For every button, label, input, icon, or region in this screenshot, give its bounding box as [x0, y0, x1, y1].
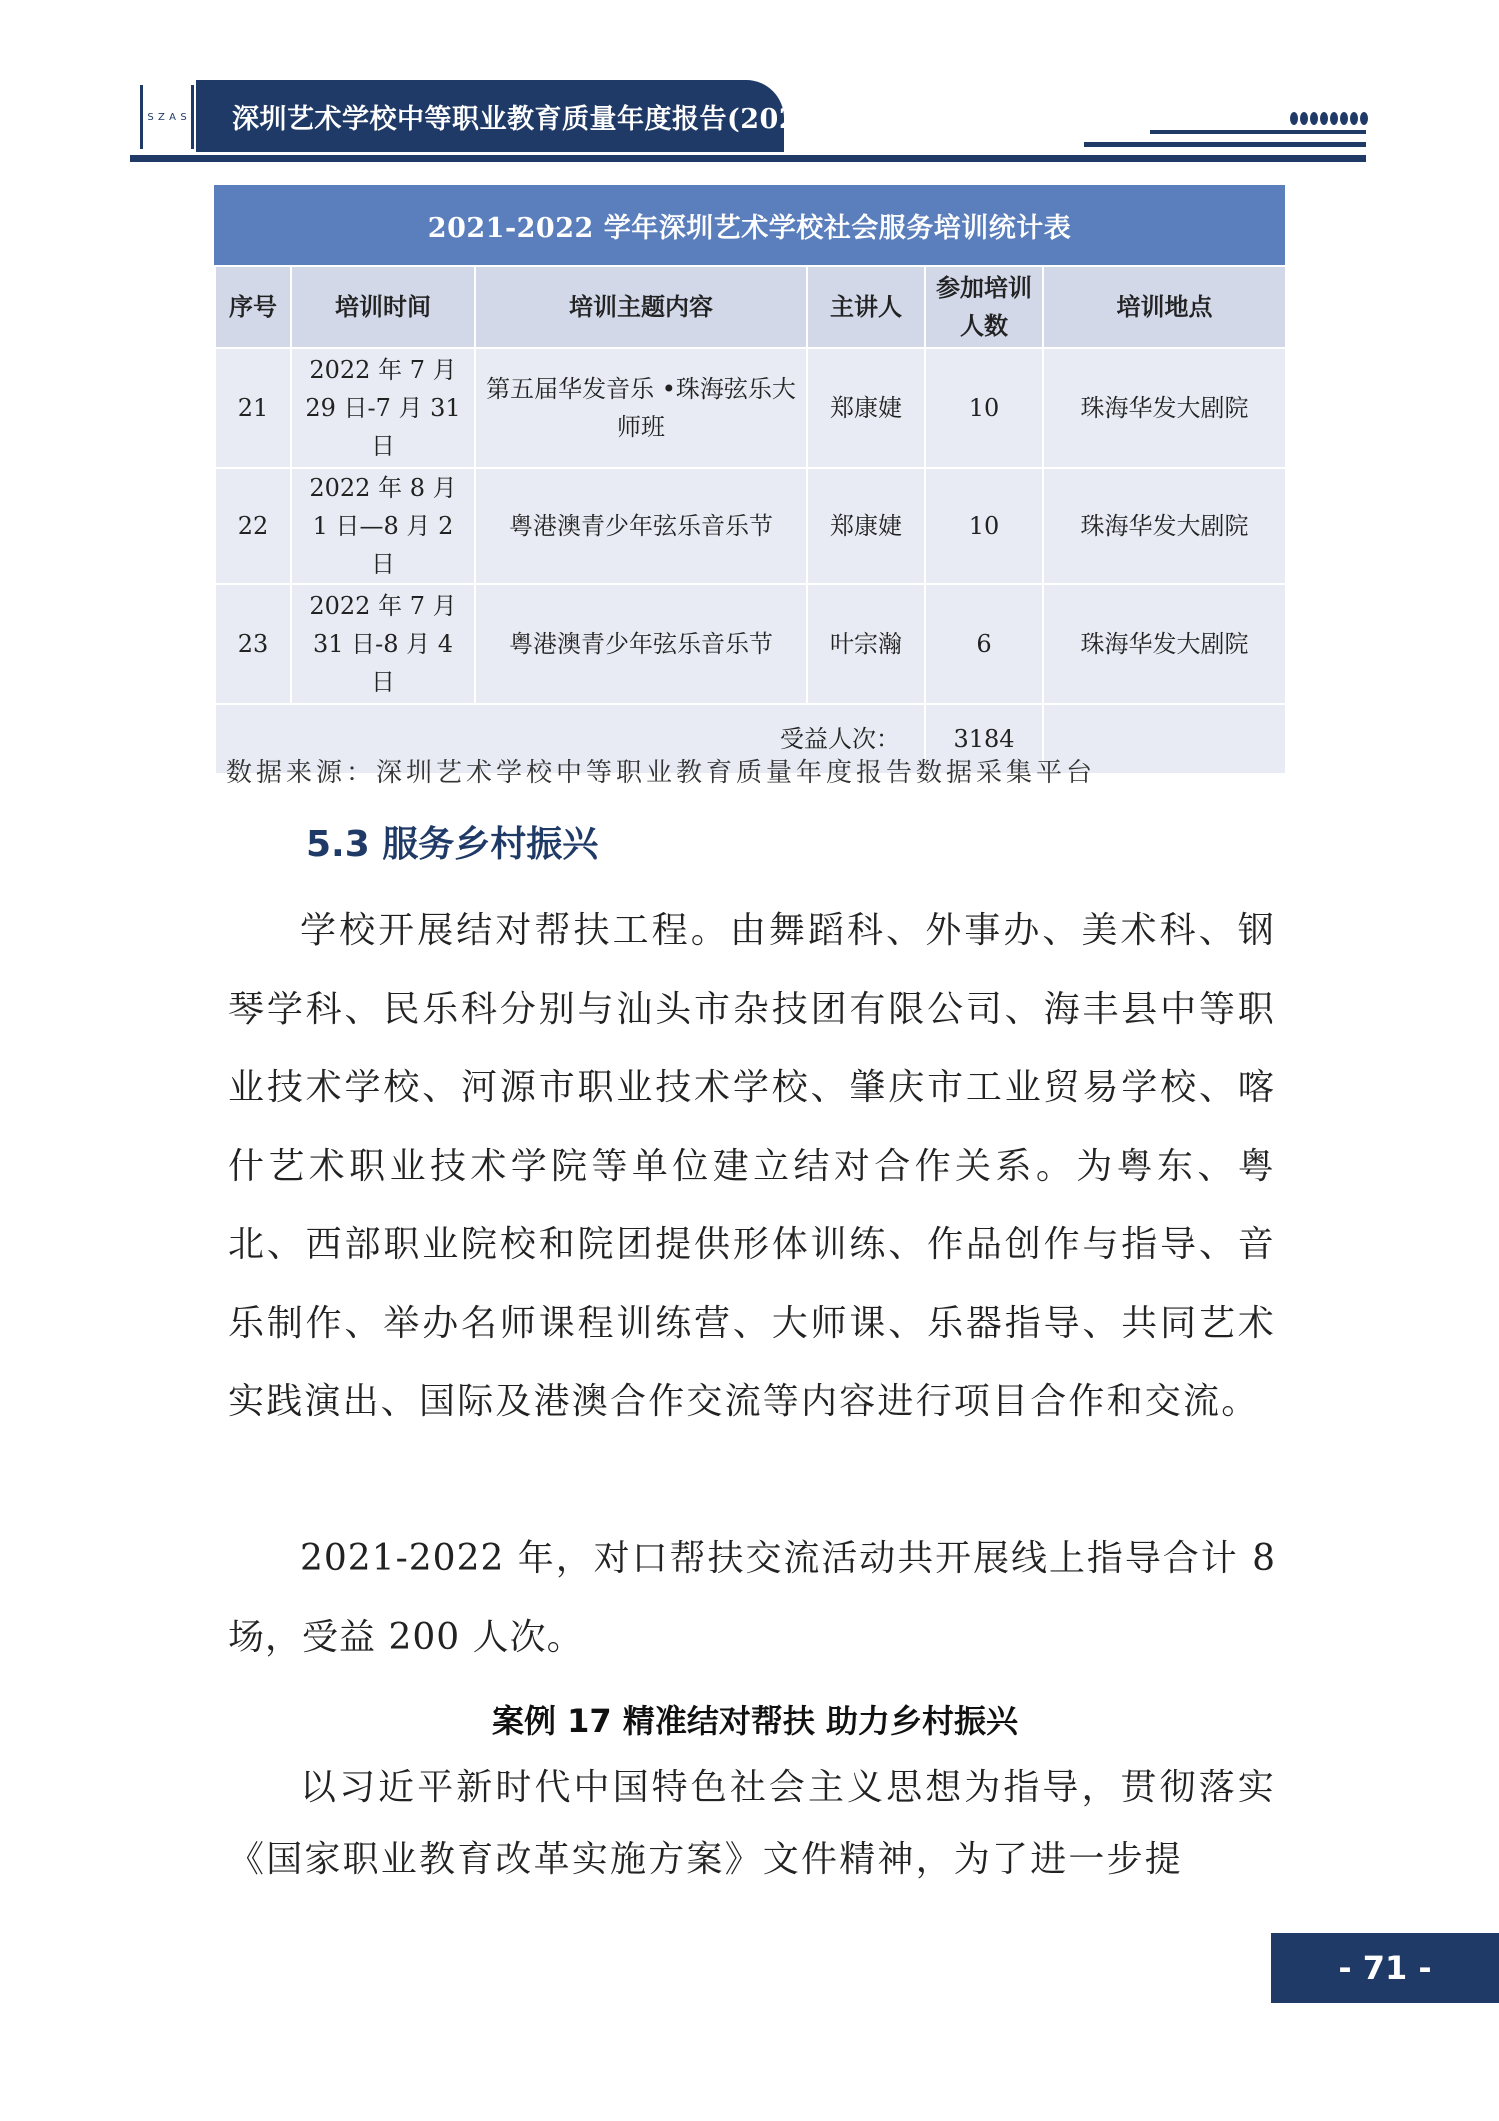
cell-speaker: 郑康婕 — [807, 468, 925, 584]
table-row — [215, 584, 1286, 704]
body-paragraph: 以习近平新时代中国特色社会主义思想为指导，贯彻落实《国家职业教育改革实施方案》文件精神，为了进一步提 — [228, 1767, 1276, 1880]
cell-topic: 粤港澳青少年弦乐音乐节 — [475, 584, 807, 704]
col-header-no: 序号 — [215, 266, 291, 348]
cell-topic: 第五届华发音乐 •珠海弦乐大师班 — [475, 348, 807, 468]
logo-bar — [191, 85, 194, 149]
body-paragraph: 学校开展结对帮扶工程。由舞蹈科、外事办、美术科、钢琴学科、民乐科分别与汕头市杂技团有限公司、海丰县中等职业技术学校、河源市职业技术学校、肇庆市工业贸易学校、喀什艺术职业技术学院等单位建立结对合作关系。为粤东、粤北、西部职业院校和院团提供形体训练、作品创作与指导、音乐制作、举办名师课程训练营、大师课、乐器指导、共同艺术实践演出、国际及港澳合作交流等内容进行项目合作和交流。 — [228, 910, 1276, 1422]
cell-count: 6 — [925, 584, 1043, 704]
school-logo — [140, 82, 194, 152]
header-rule — [130, 155, 1366, 162]
col-header-count: 参加培训人数 — [925, 266, 1043, 348]
cell-time: 2022 年 8 月 1 日—8 月 2 日 — [291, 468, 475, 584]
cell-count: 10 — [925, 348, 1043, 468]
case-title: 案例 17 精准结对帮扶 助力乡村振兴 — [492, 1702, 1018, 1740]
table-row — [215, 348, 1286, 468]
cell-place: 珠海华发大剧院 — [1043, 584, 1286, 704]
header-decor-line — [1150, 130, 1366, 134]
header-decor-line — [1084, 142, 1366, 147]
col-header-time: 培训时间 — [291, 266, 475, 348]
logo-letter: S — [147, 111, 154, 123]
cell-time: 2022 年 7 月 31 日-8 月 4 日 — [291, 584, 475, 704]
logo-bar — [140, 85, 143, 149]
cell-time: 2022 年 7 月 29 日-7 月 31 日 — [291, 348, 475, 468]
data-source-note: 数据来源：深圳艺术学校中等职业教育质量年度报告数据采集平台 — [226, 758, 1097, 788]
section-heading: 5.3 服务乡村振兴 — [306, 824, 599, 865]
table-title: 2021-2022 学年深圳艺术学校社会服务培训统计表 — [214, 185, 1285, 265]
page-number: - 71 - — [1271, 1933, 1499, 2003]
report-title: 深圳艺术学校中等职业教育质量年度报告(2023) — [232, 103, 831, 135]
header-dots-decoration — [1290, 112, 1368, 125]
cell-no: 21 — [215, 348, 291, 468]
logo-letter: A — [169, 111, 176, 123]
cell-place: 珠海华发大剧院 — [1043, 468, 1286, 584]
col-header-topic: 培训主题内容 — [475, 266, 807, 348]
cell-topic: 粤港澳青少年弦乐音乐节 — [475, 468, 807, 584]
cell-no: 23 — [215, 584, 291, 704]
cell-speaker: 叶宗瀚 — [807, 584, 925, 704]
header-banner — [196, 80, 831, 152]
table-row — [215, 468, 1286, 584]
table-header-row — [215, 266, 1286, 348]
cell-speaker: 郑康婕 — [807, 348, 925, 468]
body-paragraph: 2021-2022 年，对口帮扶交流活动共开展线上指导合计 8 场，受益 200 人次。 — [228, 1538, 1276, 1658]
training-stats-table — [214, 185, 1285, 775]
logo-letter: Z — [157, 111, 165, 123]
cell-count: 10 — [925, 468, 1043, 584]
col-header-speaker: 主讲人 — [807, 266, 925, 348]
cell-place: 珠海华发大剧院 — [1043, 348, 1286, 468]
col-header-place: 培训地点 — [1043, 266, 1286, 348]
total-value: 3184 — [925, 704, 1043, 774]
total-label: 受益人次： — [215, 704, 925, 774]
logo-letter: S — [180, 111, 187, 123]
cell-no: 22 — [215, 468, 291, 584]
